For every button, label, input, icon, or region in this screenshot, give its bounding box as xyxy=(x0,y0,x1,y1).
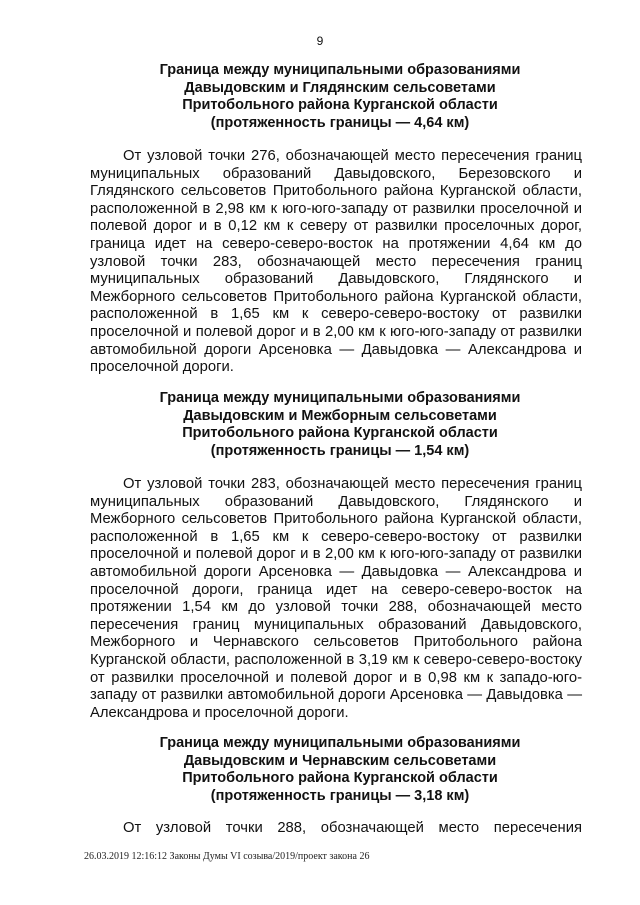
section-3-heading-line: Давыдовским и Чернавским сельсоветами xyxy=(183,752,497,769)
section-3-heading-line: (протяженность границы — 3,18 км) xyxy=(210,787,470,804)
section-2-heading-line: Граница между муниципальными образованиями xyxy=(159,390,521,406)
section-2-heading-line: (протяженность границы — 1,54 км) xyxy=(210,442,470,459)
document-footer: 26.03.2019 12:16:12 Законы Думы VI созыва/2019/проект закона 26 xyxy=(84,851,370,862)
section-1-heading-line: Граница между муниципальными образованиями xyxy=(159,62,521,78)
section-1-paragraph: От узловой точки 276, обозначающей место пересечения границ муниципальных образований Давыдовского, Березовского и Глядянского сельсоветов Притобольного района Курганской области, расположенной в 2,98 км к юго-юго-западу от развилки проселочной и полевой дорог и в 0,12 км к северу от развилки проселочных дорог, граница идет на северо-северо-восток на протяжении 4,64 км до узловой точки 283, обозначающей место пересечения границ муниципальных образований Давыдовского, Глядянского и Межборного сельсоветов Притобольного района Курганской области, расположенной в 1,65 км к северо-северо-востоку от развилки проселочной и полевой дорог и в 2,00 км к юго-юго-западу от развилки автомобильной дороги Арсеновка — Давыдовка — Александрова и проселочной дороги. xyxy=(90,148,582,376)
section-3-heading xyxy=(90,735,590,805)
section-3-heading-line: Граница между муниципальными образованиями xyxy=(159,735,521,751)
section-1-heading-line: (протяженность границы — 4,64 км) xyxy=(210,114,470,131)
section-1-heading-line: Притобольного района Курганской области xyxy=(182,97,498,113)
section-3-heading-line: Притобольного района Курганской области xyxy=(182,770,498,786)
section-3-paragraph: От узловой точки 288, обозначающей место пересечения xyxy=(123,820,582,836)
section-1-heading-line: Давыдовским и Глядянским сельсоветами xyxy=(184,79,496,96)
section-2-paragraph: От узловой точки 283, обозначающей место пересечения границ муниципальных образований Давыдовского, Глядянского и Межборного сельсоветов Притобольного района Курганской области, расположенной в 1,65 км к северо-северо-востоку от развилки проселочной и полевой дорог и в 2,00 км к юго-юго-западу от развилки автомобильной дороги Арсеновка — Давыдовка — Александрова и проселочной дороги, граница идет на северо-северо-восток на протяжении 1,54 км до узловой точки 288, обозначающей место пересечения границ муниципальных образований Давыдовского, Межборного и Чернавского сельсоветов Притобольного района Курганской области, расположенной в 3,19 км к северо-северо-востоку от развилки проселочной и полевой дорог и в 0,98 км к западо-юго-западу от развилки автомобильной дороги Арсеновка — Давыдовка — Александрова и проселочной дороги. xyxy=(90,476,582,721)
section-2-heading-line: Давыдовским и Межборным сельсоветами xyxy=(183,407,497,424)
section-2-heading-line: Притобольного района Курганской области xyxy=(182,425,498,441)
page-number: 9 xyxy=(316,34,324,48)
section-2-heading xyxy=(90,390,590,460)
section-1-heading xyxy=(90,62,590,132)
